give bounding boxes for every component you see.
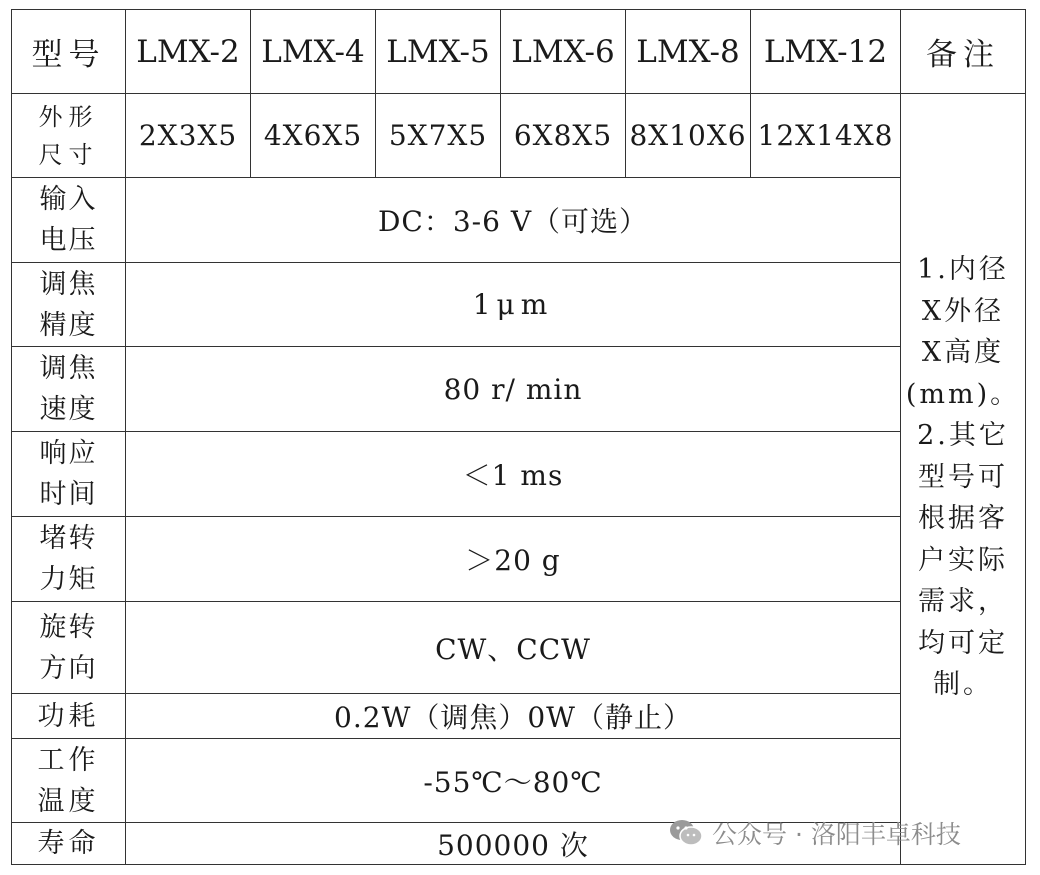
dimension-value: 8X10X6 [626, 94, 751, 178]
label-line: 速度 [39, 394, 98, 425]
label-line: 调焦 [39, 353, 98, 384]
dimensions-row [12, 94, 1026, 178]
spec-label [12, 263, 126, 347]
label-line: 旋转 [39, 611, 98, 643]
model-lmx-5: LMX-5 [376, 10, 501, 94]
label-line: 方向 [39, 652, 98, 684]
model-lmx-6: LMX-6 [501, 10, 626, 94]
spec-value: ＞20 g [126, 517, 901, 602]
spec-row-input-voltage [12, 178, 1026, 263]
note-line: 1.内径 [917, 254, 1009, 285]
spec-table [11, 9, 1026, 865]
wechat-icon [668, 818, 704, 848]
note-line: 根据客 [918, 503, 1008, 534]
watermark-text: 公众号 · 洛阳丰卓科技 [712, 820, 961, 849]
spec-label [12, 517, 126, 602]
spec-label [12, 739, 126, 823]
label-line: 响应 [39, 438, 98, 469]
dimension-value: 12X14X8 [751, 94, 901, 178]
remark-note [901, 94, 1026, 865]
note-line: 均可定 [918, 627, 1008, 659]
dimension-value: 4X6X5 [251, 94, 376, 178]
label-line: 外形 [38, 102, 99, 131]
note-line: 2.其它 [917, 420, 1009, 451]
spec-label [12, 602, 126, 694]
spec-label [12, 178, 126, 263]
dimension-value: 2X3X5 [126, 94, 251, 178]
model-lmx-4: LMX-4 [251, 10, 376, 94]
spec-label [12, 694, 126, 739]
spec-row-focus-accuracy [12, 263, 1026, 347]
label-line: 寿命 [37, 828, 100, 859]
spec-value: ＜1 ms [126, 432, 901, 517]
label-line: 调焦 [39, 268, 98, 300]
note-line: X高度 [921, 337, 1005, 368]
spec-value: 1μm [126, 263, 901, 347]
label-line: 温度 [37, 785, 100, 817]
spec-row-response-time [12, 432, 1026, 517]
spec-value: -55℃～80℃ [126, 739, 901, 823]
note-line: 需求， [918, 586, 1008, 617]
model-lmx-12: LMX-12 [751, 10, 901, 94]
note-line: 制。 [933, 669, 993, 700]
spec-row-rotation-direction [12, 602, 1026, 694]
spec-row-power [12, 694, 1026, 739]
label-line: 输入 [39, 184, 98, 215]
label-line: 尺寸 [38, 140, 99, 169]
dimension-value: 5X7X5 [376, 94, 501, 178]
label-line: 时间 [39, 479, 98, 510]
spec-label [12, 347, 126, 432]
spec-value: 500000 次 [126, 823, 901, 865]
spec-value: 80 r/ min [126, 347, 901, 432]
model-header: 型号 [12, 10, 126, 94]
label-line: 力矩 [39, 564, 98, 595]
dimensions-label [12, 94, 126, 178]
label-line: 精度 [39, 309, 98, 341]
model-lmx-2: LMX-2 [126, 10, 251, 94]
model-lmx-8: LMX-8 [626, 10, 751, 94]
watermark [668, 815, 961, 851]
note-line: (mm)。 [905, 378, 1021, 410]
spec-label [12, 432, 126, 517]
dimension-value: 6X8X5 [501, 94, 626, 178]
spec-row-operating-temperature [12, 739, 1026, 823]
label-line: 功耗 [37, 700, 100, 732]
spec-row-focus-speed [12, 347, 1026, 432]
label-line: 堵转 [39, 523, 98, 554]
spec-row-stall-torque [12, 517, 1026, 602]
remark-header: 备注 [901, 10, 1026, 94]
note-line: X外径 [921, 295, 1005, 327]
spec-label [12, 823, 126, 865]
spec-value: DC：3-6 V（可选） [126, 178, 901, 263]
label-line: 工作 [37, 744, 100, 776]
label-line: 电压 [39, 225, 98, 256]
spec-value: 0.2W（调焦）0W（静止） [126, 694, 901, 739]
note-line: 户实际 [918, 544, 1008, 576]
header-row [12, 10, 1026, 94]
note-line: 型号可 [918, 461, 1008, 493]
spec-value: CW、CCW [126, 602, 901, 694]
